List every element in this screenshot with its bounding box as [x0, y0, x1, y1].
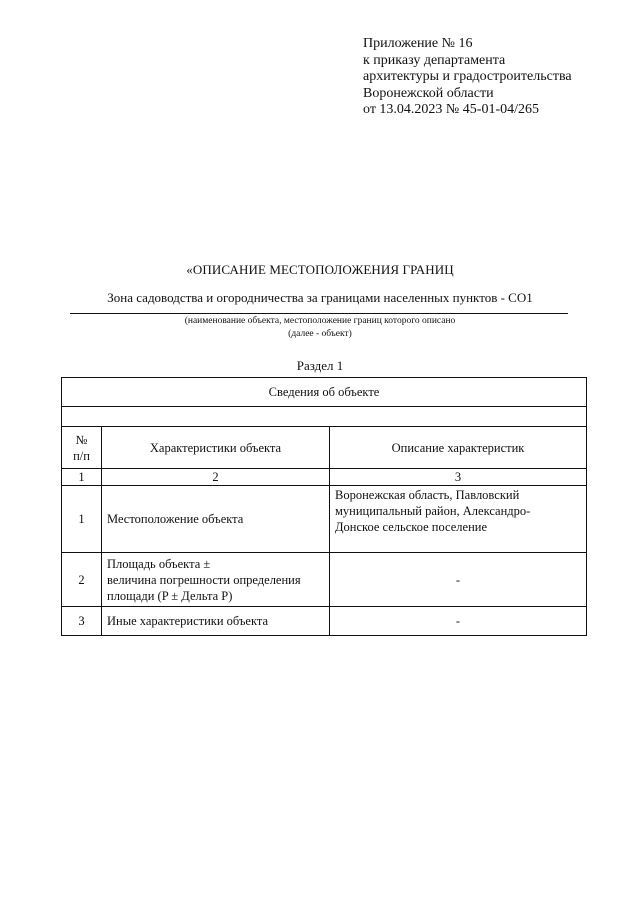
cell-line: - [455, 614, 461, 628]
table-heading-row [62, 378, 587, 407]
cell-line: величина погрешности определения [107, 572, 301, 587]
table-heading: Сведения об объекте [62, 378, 587, 407]
object-name-caption: (далее - объект) [288, 329, 352, 339]
appendix-line: Воронежской области [363, 85, 494, 101]
row-number: 3 [62, 607, 102, 636]
cell-line: Донское сельское поселение [335, 520, 487, 534]
table-row [62, 486, 587, 553]
header-number-cell [62, 427, 102, 469]
header-characteristic: Характеристики объекта [102, 427, 330, 469]
row-number: 2 [62, 553, 102, 607]
appendix-block [363, 36, 572, 119]
appendix-line: архитектуры и градостроительства [363, 69, 572, 84]
column-number: 3 [330, 469, 587, 486]
appendix-line: Приложение № 16 [363, 36, 473, 51]
underline-divider [70, 313, 568, 314]
header-number-line: № [75, 432, 88, 447]
row-characteristic [102, 607, 330, 636]
empty-cell [62, 407, 587, 427]
cell-line: Воронежская область, Павловский [335, 488, 520, 502]
row-characteristic [102, 486, 330, 553]
cell-line: муниципальный район, Александро- [335, 504, 531, 518]
object-name: Зона садоводства и огородничества за границами населенных пунктов - СО1 [107, 290, 533, 305]
header-number-line: п/п [73, 448, 90, 463]
object-name-caption: (наименование объекта, местоположение границ которого описано [184, 316, 456, 326]
column-number-row [62, 469, 587, 486]
column-number: 2 [102, 469, 330, 486]
row-description [330, 607, 587, 636]
cell-line: Площадь объекта ± [107, 556, 211, 571]
row-description [330, 486, 587, 553]
section-title: Раздел 1 [296, 358, 344, 373]
object-info-table [61, 377, 587, 636]
row-characteristic [102, 553, 330, 607]
row-number: 1 [62, 486, 102, 553]
table-row [62, 553, 587, 607]
cell-line: Иные характеристики объекта [107, 614, 269, 628]
document-title: «ОПИСАНИЕ МЕСТОПОЛОЖЕНИЯ ГРАНИЦ [186, 262, 454, 277]
header-description: Описание характеристик [330, 427, 587, 469]
cell-line: Местоположение объекта [107, 512, 244, 526]
table-spacer-row [62, 407, 587, 427]
cell-line: - [455, 572, 461, 587]
table-header-row [62, 427, 587, 469]
row-description [330, 553, 587, 607]
cell-line: площади (P ± Дельта P) [107, 588, 233, 603]
table-row [62, 607, 587, 636]
column-number: 1 [62, 469, 102, 486]
appendix-line: к приказу департамента [363, 52, 506, 68]
appendix-line: от 13.04.2023 № 45-01-04/265 [363, 102, 540, 117]
